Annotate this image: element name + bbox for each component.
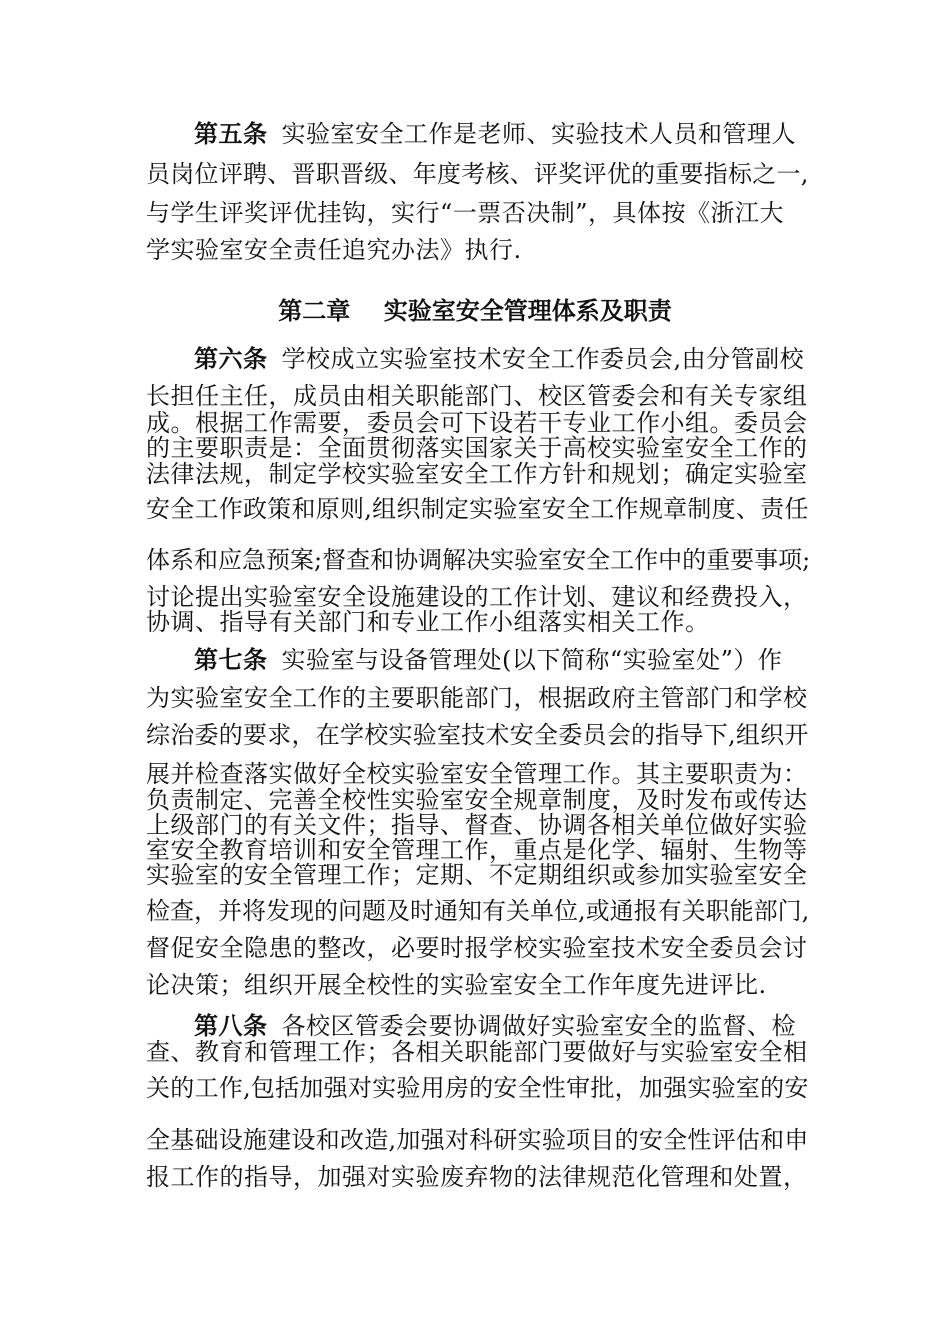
article6-line-4: 的主要职责是：全面贯彻落实国家关于高校实验室安全工作的	[146, 434, 808, 462]
article7-line-5: 负责制定、完善全校性实验室安全规章制度，及时发布或传达	[146, 786, 808, 814]
article7-line-10: 督促安全隐患的整改，必要时报学校实验室技术安全委员会讨	[146, 934, 808, 962]
article7-line-2: 为实验室安全工作的主要职能部门，根据政府主管部门和学校	[146, 684, 808, 712]
article8-line-2: 查、教育和管理工作；各相关职能部门要做好与实验室安全相	[146, 1038, 808, 1066]
article8-line-3: 关的工作,包括加强对实验用房的安全性审批，加强实验室的安	[146, 1074, 809, 1102]
article6-line-7: 体系和应急预案;督查和协调解决实验室安全工作中的重要事项;	[146, 546, 811, 574]
article5-line-2: 员岗位评聘、晋职晋级、年度考核、评奖评优的重要指标之一,	[146, 160, 809, 188]
article7-line-6: 上级部门的有关文件；指导、督查、协调各相关单位做好实验	[146, 811, 808, 839]
article5-first-line	[194, 119, 796, 149]
article7-line-1: 实验室与设备管理处(以下简称“实验室处”）作	[281, 646, 783, 674]
article8-line-5: 报工作的指导，加强对实验废弃物的法律规范化管理和处置，	[146, 1163, 808, 1191]
article6-line-3: 成。根据工作需要，委员会可下设若干专业工作小组。委员会	[146, 409, 808, 437]
article7-line-8: 实验室的安全管理工作；定期、不定期组织或参加实验室安全	[146, 861, 808, 889]
article7-line-7: 室安全教育培训和安全管理工作，重点是化学、辐射、生物等	[146, 836, 808, 864]
article6-line-6: 安全工作政策和原则,组织制定实验室安全工作规章制度、责任	[146, 495, 809, 523]
article8-line-4: 全基础设施建设和改造,加强对科研实验项目的安全性评估和申	[146, 1126, 809, 1154]
article6-line-1: 学校成立实验室技术安全工作委员会,由分管副校	[281, 345, 805, 373]
article7-line-3: 综治委的要求，在学校实验室技术安全委员会的指导下,组织开	[146, 721, 809, 749]
article6-line-9: 协调、指导有关部门和专业工作小组落实相关工作。	[146, 608, 710, 636]
article6-line-2: 长担任主任，成员由相关职能部门、校区管委会和有关专家组	[146, 382, 808, 410]
article5-line-3: 与学生评奖评优挂钩，实行“一票否决制”，具体按《浙江大	[146, 199, 785, 227]
article7-line-11: 论决策；组织开展全校性的实验室安全工作年度先进评比.	[146, 971, 767, 999]
article8-label: 第八条	[194, 1012, 268, 1040]
article5-label: 第五条	[194, 120, 268, 148]
article6-label: 第六条	[194, 345, 268, 373]
article7-line-4: 展并检查落实做好全校实验室安全管理工作。其主要职责为：	[146, 760, 808, 788]
article6-line-8: 讨论提出实验室安全设施建设的工作计划、建议和经费投入，	[146, 583, 808, 611]
article6-line-5: 法律法规，制定学校实验室安全工作方针和规划；确定实验室	[146, 460, 808, 488]
article6-first-line	[194, 344, 804, 374]
article7-first-line	[194, 645, 782, 675]
chapter-heading: 第二章 实验室安全管理体系及职责	[278, 297, 672, 325]
article7-label: 第七条	[194, 646, 268, 674]
article5-line-4: 学实验室安全责任追究办法》执行.	[146, 236, 522, 264]
article5-line-1: 实验室安全工作是老师、实验技术人员和管理人	[281, 120, 796, 148]
article7-line-9: 检查，并将发现的问题及时通知有关单位,或通报有关职能部门,	[146, 897, 810, 925]
article8-line-1: 各校区管委会要协调做好实验室安全的监督、检	[281, 1012, 796, 1040]
